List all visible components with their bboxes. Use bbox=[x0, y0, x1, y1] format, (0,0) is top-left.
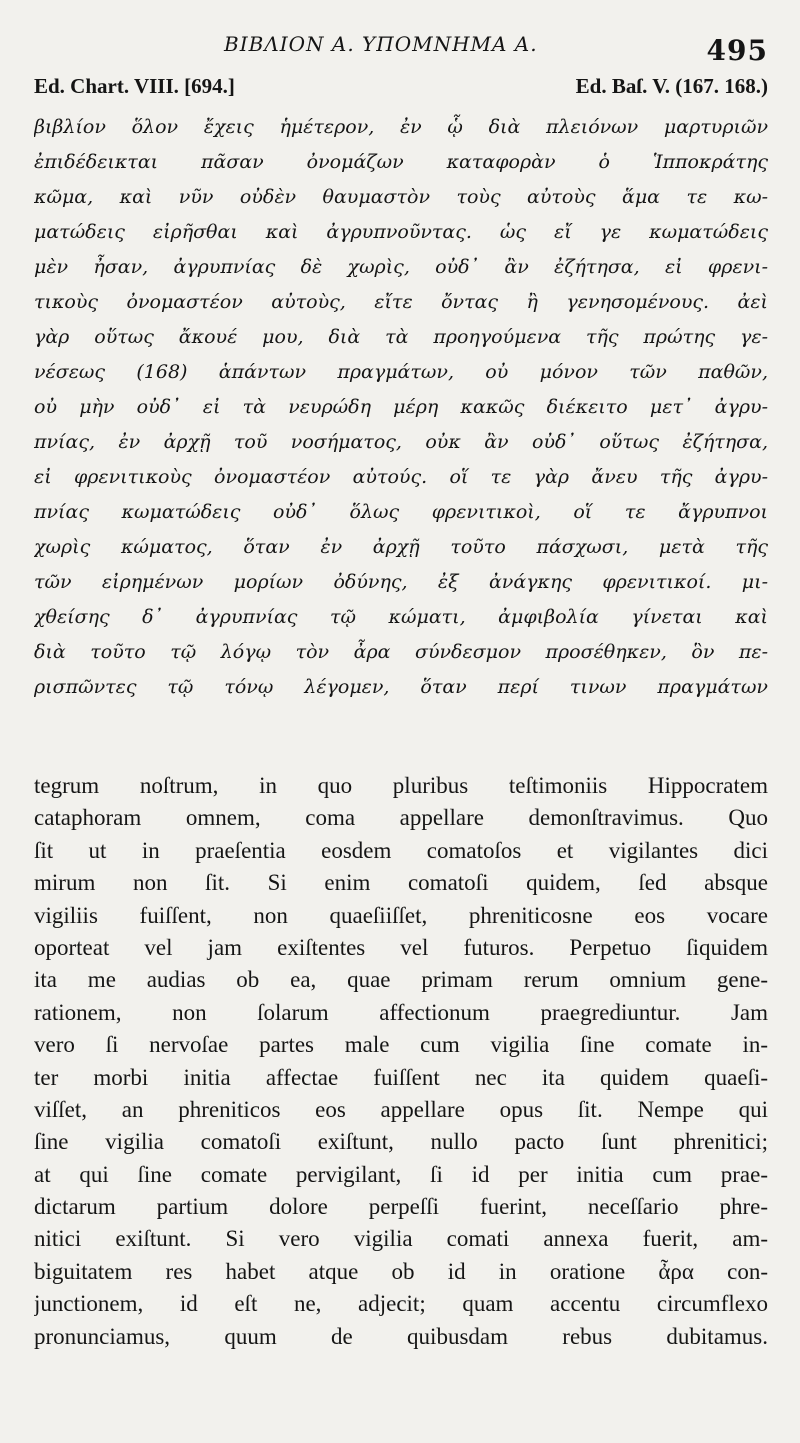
edition-references bbox=[34, 74, 768, 104]
latin-line: mirum non ſit. Si enim comatoſi quidem, ſed absque bbox=[34, 870, 768, 896]
greek-line: χωρὶς κώματος, ὅταν ἐν ἀρχῇ τοῦτο πάσχωσι, μετὰ τῆς bbox=[34, 536, 768, 558]
greek-line: τῶν εἰρημένων μορίων ὀδύνης, ἐξ ἀνάγκης φρενιτικοί. μι- bbox=[34, 571, 768, 593]
latin-line: pronunciamus, quum de quibusdam rebus dubitamus. bbox=[34, 1323, 768, 1349]
greek-line: πνίας, ἐν ἀρχῇ τοῦ νοσήματος, οὐκ ἂν οὐδ᾽ οὕτως ἐζήτησα, bbox=[34, 431, 768, 453]
greek-line: πνίας κωματώδεις οὐδ᾽ ὅλως φρενιτικοὶ, οἵ τε ἄγρυπνοι bbox=[34, 501, 768, 523]
greek-line: εἰ φρενιτικοὺς ὀνομαστέον αὐτούς. οἵ τε γὰρ ἄνευ τῆς ἀγρυ- bbox=[34, 466, 768, 488]
latin-line: vero ſi nervoſae partes male cum vigilia ſine comate in- bbox=[34, 1032, 768, 1058]
greek-line: ἐπιδέδεικται πᾶσαν ὀνομάζων καταφορὰν ὁ Ἱπποκράτης bbox=[34, 151, 768, 173]
greek-line: ματώδεις εἰρῆσθαι καὶ ἀγρυπνοῦντας. ὡς εἴ γε κωματώδεις bbox=[34, 221, 768, 243]
latin-line: oporteat vel jam exiſtentes vel futuros. Perpetuo ſiquidem bbox=[34, 934, 768, 960]
latin-line: ſit ut in praeſentia eosdem comatoſos et vigilantes dici bbox=[34, 837, 768, 863]
latin-line: rationem, non ſolarum affectionum praegrediuntur. Jam bbox=[34, 999, 768, 1025]
latin-line: dictarum partium dolore perpeſſi fuerint, neceſſario phre- bbox=[34, 1194, 768, 1220]
greek-line: ρισπῶντες τῷ τόνῳ λέγομεν, ὅταν περί τινων πραγμάτων bbox=[34, 676, 768, 698]
greek-line: μὲν ἦσαν, ἀγρυπνίας δὲ χωρὶς, οὐδ᾽ ἂν ἐζήτησα, εἰ φρενι- bbox=[34, 256, 768, 278]
latin-line: ter morbi initia affectae fuiſſent nec ita quidem quaeſi- bbox=[34, 1064, 768, 1090]
greek-line: διὰ τοῦτο τῷ λόγῳ τὸν ἆρα σύνδεσμον προσέθηκεν, ὃν πε- bbox=[34, 641, 768, 663]
latin-line: nitici exiſtunt. Si vero vigilia comati annexa fuerit, am- bbox=[34, 1226, 768, 1252]
latin-line: ita me audias ob ea, quae primam rerum omnium gene- bbox=[34, 967, 768, 993]
latin-line: ſine vigilia comatoſi exiſtunt, nullo pacto ſunt phrenitici; bbox=[34, 1129, 768, 1155]
latin-line: cataphoram omnem, coma appellare demonſtravimus. Quo bbox=[34, 805, 768, 831]
greek-line: τικοὺς ὀνομαστέον αὐτοὺς, εἴτε ὄντας ἢ γενησομένους. ἀεὶ bbox=[34, 291, 768, 313]
latin-line: viſſet, an phreniticos eos appellare opus ſit. Nempe qui bbox=[34, 1096, 768, 1122]
latin-line: vigiliis fuiſſent, non quaeſiiſſet, phreniticosne eos vocare bbox=[34, 902, 768, 928]
greek-line: γὰρ οὕτως ἄκουέ μου, διὰ τὰ προηγούμενα τῆς πρώτης γε- bbox=[34, 326, 768, 348]
page-header bbox=[34, 30, 768, 68]
latin-text-block bbox=[34, 770, 768, 1353]
latin-line: at qui ſine comate pervigilant, ſi id per initia cum prae- bbox=[34, 1161, 768, 1187]
greek-text-block bbox=[34, 110, 768, 705]
latin-line: junctionem, id eſt ne, adjecit; quam accentu circumflexo bbox=[34, 1291, 768, 1317]
greek-line: χθείσης δ᾽ ἀγρυπνίας τῷ κώματι, ἀμφιβολία γίνεται καὶ bbox=[34, 606, 768, 628]
greek-line: βιβλίον ὅλον ἔχεις ἡμέτερον, ἐν ᾧ διὰ πλειόνων μαρτυριῶν bbox=[34, 116, 768, 138]
chart-edition-reference: Ed. Chart. VIII. [694.] bbox=[34, 74, 235, 98]
greek-line: νέσεως (168) ἁπάντων πραγμάτων, οὐ μόνον τῶν παθῶν, bbox=[34, 361, 768, 383]
greek-line: κῶμα, καὶ νῦν οὐδὲν θαυμαστὸν τοὺς αὐτοὺς ἅμα τε κω- bbox=[34, 186, 768, 208]
greek-line: οὐ μὴν οὐδ᾽ εἰ τὰ νευρώδη μέρη κακῶς διέκειτο μετ᾽ ἀγρυ- bbox=[34, 396, 768, 418]
latin-line: biguitatem res habet atque ob id in oratione ἆρα con- bbox=[34, 1258, 768, 1284]
basel-edition-reference: Ed. Baſ. V. (167. 168.) bbox=[575, 74, 768, 98]
latin-line: tegrum noſtrum, in quo pluribus teſtimoniis Hippocratem bbox=[34, 773, 768, 798]
page-number: 495 bbox=[706, 34, 768, 67]
running-title: ΒΙΒΛΙΟΝ Α. ΥΠΟΜΝΗΜΑ Α. bbox=[224, 32, 538, 56]
